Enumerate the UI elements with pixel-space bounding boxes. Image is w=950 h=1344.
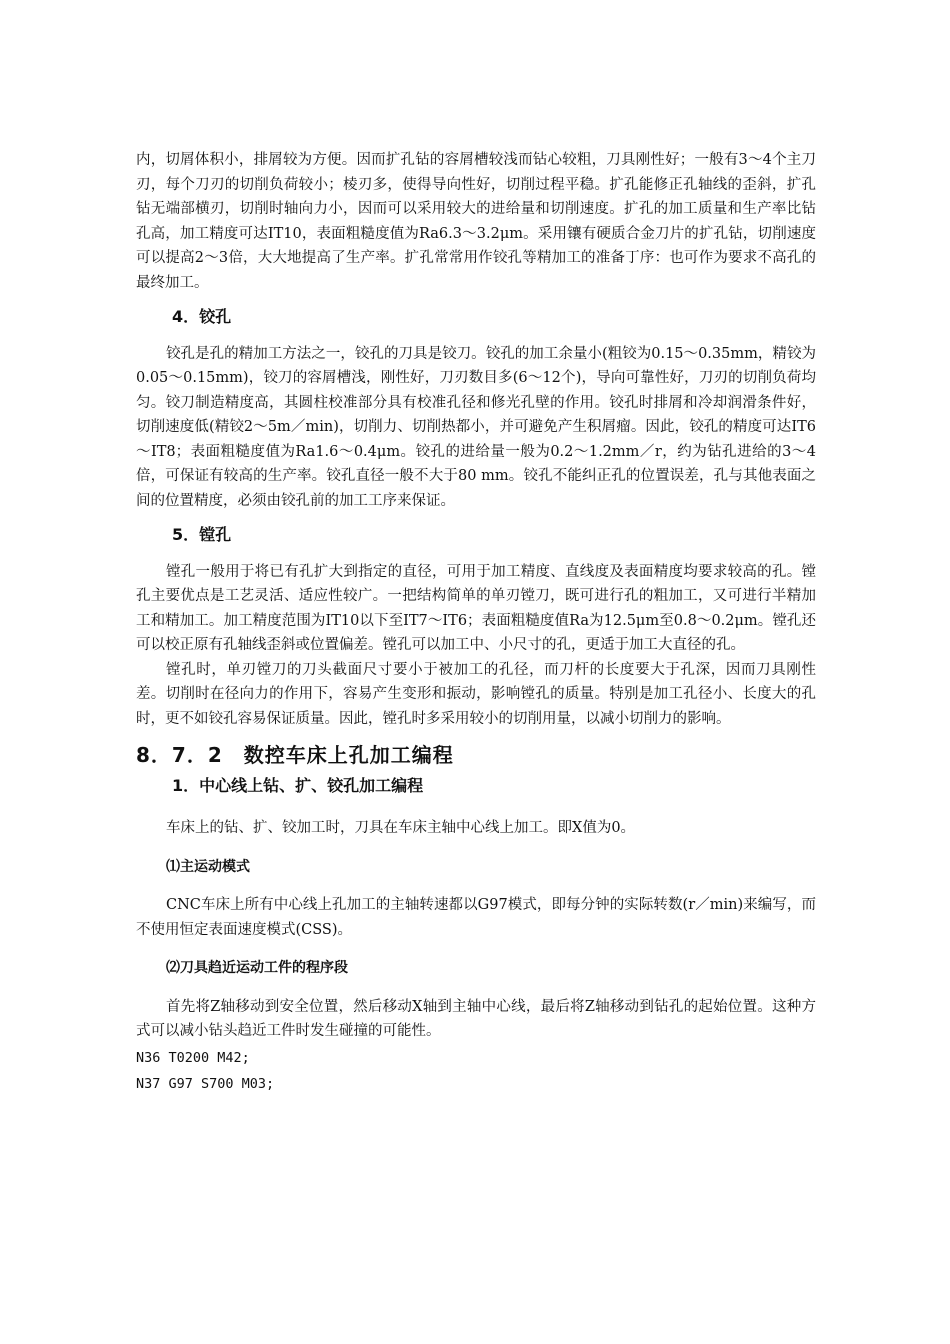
paragraph-reaming: 铰孔是孔的精加工方法之一，铰孔的刀具是铰刀。铰孔的加工余量小(粗铰为0.15～0.35mm，精铰为0.05～0.15mm)，铰刀的容屑槽浅，刚性好，刀刃数目多(6～12个)，导向可靠性好，刀刃的切削负荷均匀。铰刀制造精度高，其圆柱校准部分具有校准孔径和修光孔壁的作用。铰孔时排屑和冷却润滑条件好，切削速度低(精铰2～5m／min)，切削力、切削热都小，并可避免产生积屑瘤。因此，铰孔的精度可达IT6～IT8；表面粗糙度值为Ra1.6～0.4μm。铰孔的进给量一般为0.2～1.2mm／r，约为钻孔进给的3～4倍，可保证有较高的生产率。铰孔直径一般不大于80 mm。铰孔不能纠正孔的位置误差，孔与其他表面之间的位置精度，必须由铰孔前的加工工序来保证。 — [136, 345, 816, 509]
paragraph-boring-1: 镗孔一般用于将已有孔扩大到指定的直径，可用于加工精度、直线度及表面精度均要求较高的孔。镗孔主要优点是工艺灵活、适应性较广。一把结构简单的单刃镗刀，既可进行孔的粗加工，又可进行半精加工和精加工。加工精度范围为IT10以下至IT7～IT6；表面粗糙度值Ra为12.5μm至0.8～0.2μm。镗孔还可以校正原有孔轴线歪斜或位置偏差。镗孔可以加工中、小尺寸的孔，更适于加工大直径的孔。 — [136, 563, 816, 653]
paragraph-spindle-mode: CNC车床上所有中心线上孔加工的主轴转速都以G97模式，即每分钟的实际转数(r／min)来编写，而不使用恒定表面速度模式(CSS)。 — [136, 897, 816, 938]
paragraph-centerline: 车床上的钻、扩、铰加工时，刀具在车床主轴中心线上加工。即X值为0。 — [166, 820, 636, 836]
section-heading: 8．7．2 数控车床上孔加工编程 — [136, 743, 454, 767]
paragraph-approach: 首先将Z轴移动到安全位置，然后移动X轴到主轴中心线，最后将Z轴移动到钻孔的起始位置。这种方式可以减小钻头趋近工件时发生碰撞的可能性。 — [136, 998, 816, 1039]
code-block — [136, 1046, 816, 1097]
paragraph-boring-2: 镗孔时，单刃镗刀的刀头截面尺寸要小于被加工的孔径，而刀杆的长度要大于孔深，因而刀具刚性差。切削时在径向力的作用下，容易产生变形和振动，影响镗孔的质量。特别是加工孔径小、长度大的孔时，更不如铰孔容易保证质量。因此，镗孔时多采用较小的切削用量，以减小切削力的影响。 — [136, 661, 816, 727]
minor-heading-spindle-mode: ⑴主运动模式 — [166, 858, 250, 875]
code-line: N37 G97 S700 M03; — [136, 1076, 275, 1092]
minor-heading-approach: ⑵刀具趋近运动工件的程序段 — [166, 960, 348, 976]
document-page — [136, 148, 816, 1097]
heading-reaming: 4．铰孔 — [172, 307, 232, 326]
paragraph-reaming-continuation: 内，切屑体积小，排屑较为方便。因而扩孔钻的容屑槽较浅而钻心较粗，刀具刚性好；一般有3～4个主刀刃，每个刀刃的切削负荷较小；棱刃多，使得导向性好，切削过程平稳。扩孔能修正孔轴线的歪斜，扩孔钻无端部横刃，切削时轴向力小，因而可以采用较大的进给量和切削速度。扩孔的加工质量和生产率比钻孔高，加工精度可达IT10，表面粗糙度值为Ra6.3～3.2μm。采用镶有硬质合金刀片的扩孔钻，切削速度可以提高2～3倍，大大地提高了生产率。扩孔常常用作铰孔等精加工的准备丁序：也可作为要求不高孔的最终加工。 — [136, 152, 816, 291]
subheading-centerline-drilling: 1．中心线上钻、扩、铰孔加工编程 — [172, 775, 424, 795]
heading-boring: 5．镗孔 — [172, 525, 232, 544]
code-line: N36 T0200 M42; — [136, 1049, 250, 1066]
